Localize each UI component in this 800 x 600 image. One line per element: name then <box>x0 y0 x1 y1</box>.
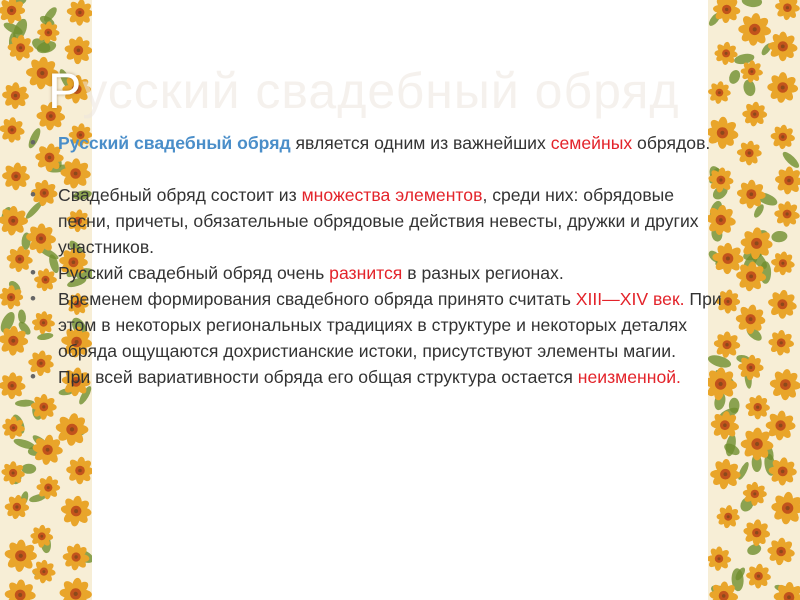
bullet-icon: • <box>30 289 36 308</box>
bullet-icon: • <box>30 133 36 152</box>
bullet-icon: • <box>30 367 36 386</box>
body-text: Свадебный обряд состоит из <box>58 185 302 205</box>
body-text: обрядов. <box>632 133 711 153</box>
body-text: является одним из важнейших <box>290 133 551 153</box>
body-text: При всей вариативности обряда его общая структура остается <box>58 367 578 387</box>
body-text: Русский свадебный обряд очень <box>58 263 330 283</box>
highlighted-text: Русский свадебный обряд <box>58 133 291 153</box>
bullet-icon: • <box>30 185 36 204</box>
bullet-icon: • <box>30 263 36 282</box>
title-rest: усский свадебный обряд <box>82 63 680 119</box>
body-text: , среди них: обрядовые песни, причеты, обязательные обрядовые действия невесты, дружки и других участников. <box>58 185 699 257</box>
title-first-letter: Р <box>48 63 83 119</box>
list-item <box>30 260 730 286</box>
highlighted-text: неизменной. <box>577 367 681 387</box>
list-item <box>30 182 730 260</box>
slide-title <box>48 62 768 120</box>
bullet-list <box>30 130 730 390</box>
body-text: в разных регионах. <box>402 263 564 283</box>
body-text: При этом в некоторых региональных традициях в структуре и некоторых деталях обряда ощущаются дохристианские истоки, присутствуют элементы магии. <box>58 289 722 361</box>
list-item <box>30 286 730 364</box>
body-text: Временем формирования свадебного обряда принято считать <box>58 289 576 309</box>
highlighted-text: семейных <box>550 133 633 153</box>
list-item <box>30 130 730 156</box>
highlighted-text: множества элементов <box>301 185 483 205</box>
list-item <box>30 364 730 390</box>
highlighted-text: разнится <box>329 263 403 283</box>
highlighted-text: XIII—XIV век. <box>575 289 685 309</box>
